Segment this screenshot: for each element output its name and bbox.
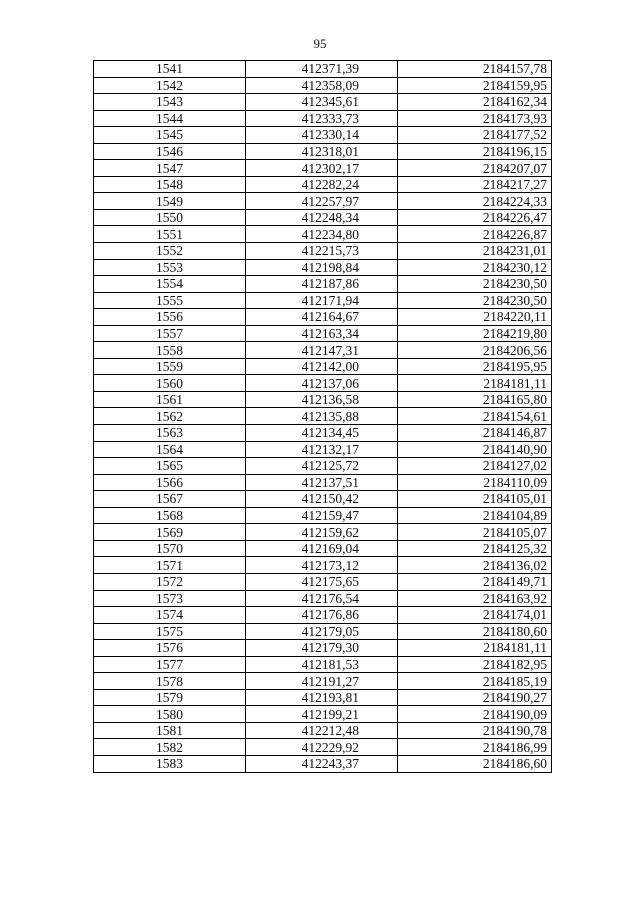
y-coordinate-cell: 2184217,27 xyxy=(398,176,552,193)
y-coordinate-cell: 2184154,61 xyxy=(398,408,552,425)
point-number-cell: 1570 xyxy=(94,540,246,557)
x-coordinate-cell: 412179,30 xyxy=(246,640,398,657)
x-coordinate-cell: 412215,73 xyxy=(246,243,398,260)
table-row xyxy=(94,673,552,690)
point-number-cell: 1542 xyxy=(94,77,246,94)
x-coordinate-cell: 412125,72 xyxy=(246,458,398,475)
x-coordinate-cell: 412132,17 xyxy=(246,441,398,458)
y-coordinate-cell: 2184177,52 xyxy=(398,127,552,144)
x-coordinate-cell: 412137,06 xyxy=(246,375,398,392)
x-coordinate-cell: 412257,97 xyxy=(246,193,398,210)
table-row xyxy=(94,573,552,590)
table-row xyxy=(94,590,552,607)
x-coordinate-cell: 412163,34 xyxy=(246,325,398,342)
table-row xyxy=(94,689,552,706)
point-number-cell: 1546 xyxy=(94,143,246,160)
x-coordinate-cell: 412345,61 xyxy=(246,94,398,111)
y-coordinate-cell: 2184173,93 xyxy=(398,110,552,127)
x-coordinate-cell: 412135,88 xyxy=(246,408,398,425)
table-row xyxy=(94,441,552,458)
y-coordinate-cell: 2184196,15 xyxy=(398,143,552,160)
y-coordinate-cell: 2184181,11 xyxy=(398,640,552,657)
x-coordinate-cell: 412179,05 xyxy=(246,623,398,640)
x-coordinate-cell: 412169,04 xyxy=(246,540,398,557)
point-number-cell: 1572 xyxy=(94,573,246,590)
x-coordinate-cell: 412176,54 xyxy=(246,590,398,607)
x-coordinate-cell: 412302,17 xyxy=(246,160,398,177)
table-row xyxy=(94,176,552,193)
x-coordinate-cell: 412147,31 xyxy=(246,342,398,359)
y-coordinate-cell: 2184186,60 xyxy=(398,755,552,772)
point-number-cell: 1558 xyxy=(94,342,246,359)
point-number-cell: 1565 xyxy=(94,458,246,475)
x-coordinate-cell: 412229,92 xyxy=(246,739,398,756)
point-number-cell: 1550 xyxy=(94,209,246,226)
table-row xyxy=(94,193,552,210)
x-coordinate-cell: 412198,84 xyxy=(246,259,398,276)
point-number-cell: 1564 xyxy=(94,441,246,458)
table-row xyxy=(94,557,552,574)
table-row xyxy=(94,474,552,491)
y-coordinate-cell: 2184110,09 xyxy=(398,474,552,491)
table-row xyxy=(94,524,552,541)
x-coordinate-cell: 412159,47 xyxy=(246,507,398,524)
y-coordinate-cell: 2184190,27 xyxy=(398,689,552,706)
y-coordinate-cell: 2184220,11 xyxy=(398,309,552,326)
y-coordinate-cell: 2184207,07 xyxy=(398,160,552,177)
table-row xyxy=(94,127,552,144)
y-coordinate-cell: 2184226,47 xyxy=(398,209,552,226)
y-coordinate-cell: 2184105,07 xyxy=(398,524,552,541)
point-number-cell: 1549 xyxy=(94,193,246,210)
y-coordinate-cell: 2184127,02 xyxy=(398,458,552,475)
table-row xyxy=(94,640,552,657)
table-row xyxy=(94,77,552,94)
table-row xyxy=(94,458,552,475)
x-coordinate-cell: 412134,45 xyxy=(246,425,398,442)
table-row xyxy=(94,722,552,739)
point-number-cell: 1581 xyxy=(94,722,246,739)
x-coordinate-cell: 412164,67 xyxy=(246,309,398,326)
point-number-cell: 1544 xyxy=(94,110,246,127)
table-row xyxy=(94,292,552,309)
table-row xyxy=(94,425,552,442)
point-number-cell: 1563 xyxy=(94,425,246,442)
y-coordinate-cell: 2184104,89 xyxy=(398,507,552,524)
table-row xyxy=(94,375,552,392)
y-coordinate-cell: 2184163,92 xyxy=(398,590,552,607)
point-number-cell: 1566 xyxy=(94,474,246,491)
y-coordinate-cell: 2184146,87 xyxy=(398,425,552,442)
table-row xyxy=(94,540,552,557)
point-number-cell: 1577 xyxy=(94,656,246,673)
table-row xyxy=(94,309,552,326)
table-row xyxy=(94,243,552,260)
y-coordinate-cell: 2184190,09 xyxy=(398,706,552,723)
point-number-cell: 1578 xyxy=(94,673,246,690)
point-number-cell: 1568 xyxy=(94,507,246,524)
x-coordinate-cell: 412137,51 xyxy=(246,474,398,491)
point-number-cell: 1579 xyxy=(94,689,246,706)
x-coordinate-cell: 412248,34 xyxy=(246,209,398,226)
y-coordinate-cell: 2184182,95 xyxy=(398,656,552,673)
page-number: 95 xyxy=(313,36,327,51)
x-coordinate-cell: 412176,86 xyxy=(246,607,398,624)
y-coordinate-cell: 2184157,78 xyxy=(398,61,552,78)
y-coordinate-cell: 2184125,32 xyxy=(398,540,552,557)
table-row xyxy=(94,160,552,177)
x-coordinate-cell: 412142,00 xyxy=(246,358,398,375)
y-coordinate-cell: 2184185,19 xyxy=(398,673,552,690)
y-coordinate-cell: 2184136,02 xyxy=(398,557,552,574)
table-row xyxy=(94,358,552,375)
x-coordinate-cell: 412243,37 xyxy=(246,755,398,772)
x-coordinate-cell: 412234,80 xyxy=(246,226,398,243)
table-row xyxy=(94,226,552,243)
y-coordinate-cell: 2184165,80 xyxy=(398,391,552,408)
x-coordinate-cell: 412187,86 xyxy=(246,276,398,293)
x-coordinate-cell: 412173,12 xyxy=(246,557,398,574)
point-number-cell: 1555 xyxy=(94,292,246,309)
y-coordinate-cell: 2184180,60 xyxy=(398,623,552,640)
table-row xyxy=(94,259,552,276)
table-row xyxy=(94,755,552,772)
table-row xyxy=(94,342,552,359)
table-row xyxy=(94,623,552,640)
y-coordinate-cell: 2184206,56 xyxy=(398,342,552,359)
point-number-cell: 1574 xyxy=(94,607,246,624)
table-row xyxy=(94,209,552,226)
table-row xyxy=(94,61,552,78)
y-coordinate-cell: 2184230,50 xyxy=(398,292,552,309)
x-coordinate-cell: 412371,39 xyxy=(246,61,398,78)
x-coordinate-cell: 412181,53 xyxy=(246,656,398,673)
x-coordinate-cell: 412193,81 xyxy=(246,689,398,706)
point-number-cell: 1567 xyxy=(94,491,246,508)
point-number-cell: 1569 xyxy=(94,524,246,541)
point-number-cell: 1575 xyxy=(94,623,246,640)
x-coordinate-cell: 412150,42 xyxy=(246,491,398,508)
point-number-cell: 1547 xyxy=(94,160,246,177)
x-coordinate-cell: 412171,94 xyxy=(246,292,398,309)
x-coordinate-cell: 412330,14 xyxy=(246,127,398,144)
point-number-cell: 1576 xyxy=(94,640,246,657)
point-number-cell: 1554 xyxy=(94,276,246,293)
point-number-cell: 1551 xyxy=(94,226,246,243)
table-row xyxy=(94,143,552,160)
coordinates-table xyxy=(93,60,552,773)
point-number-cell: 1560 xyxy=(94,375,246,392)
y-coordinate-cell: 2184226,87 xyxy=(398,226,552,243)
y-coordinate-cell: 2184162,34 xyxy=(398,94,552,111)
coordinates-table-body xyxy=(94,61,552,773)
table-row xyxy=(94,94,552,111)
table-row xyxy=(94,325,552,342)
x-coordinate-cell: 412191,27 xyxy=(246,673,398,690)
table-row xyxy=(94,706,552,723)
point-number-cell: 1552 xyxy=(94,243,246,260)
point-number-cell: 1545 xyxy=(94,127,246,144)
table-row xyxy=(94,408,552,425)
table-row xyxy=(94,739,552,756)
point-number-cell: 1556 xyxy=(94,309,246,326)
y-coordinate-cell: 2184186,99 xyxy=(398,739,552,756)
point-number-cell: 1559 xyxy=(94,358,246,375)
x-coordinate-cell: 412282,24 xyxy=(246,176,398,193)
y-coordinate-cell: 2184140,90 xyxy=(398,441,552,458)
table-row xyxy=(94,607,552,624)
x-coordinate-cell: 412333,73 xyxy=(246,110,398,127)
y-coordinate-cell: 2184195,95 xyxy=(398,358,552,375)
point-number-cell: 1562 xyxy=(94,408,246,425)
point-number-cell: 1553 xyxy=(94,259,246,276)
table-row xyxy=(94,110,552,127)
point-number-cell: 1573 xyxy=(94,590,246,607)
x-coordinate-cell: 412175,65 xyxy=(246,573,398,590)
y-coordinate-cell: 2184231,01 xyxy=(398,243,552,260)
y-coordinate-cell: 2184230,12 xyxy=(398,259,552,276)
point-number-cell: 1543 xyxy=(94,94,246,111)
y-coordinate-cell: 2184190,78 xyxy=(398,722,552,739)
x-coordinate-cell: 412199,21 xyxy=(246,706,398,723)
x-coordinate-cell: 412159,62 xyxy=(246,524,398,541)
table-row xyxy=(94,491,552,508)
y-coordinate-cell: 2184219,80 xyxy=(398,325,552,342)
point-number-cell: 1571 xyxy=(94,557,246,574)
y-coordinate-cell: 2184105,01 xyxy=(398,491,552,508)
x-coordinate-cell: 412136,58 xyxy=(246,391,398,408)
point-number-cell: 1557 xyxy=(94,325,246,342)
y-coordinate-cell: 2184181,11 xyxy=(398,375,552,392)
y-coordinate-cell: 2184174,01 xyxy=(398,607,552,624)
y-coordinate-cell: 2184230,50 xyxy=(398,276,552,293)
x-coordinate-cell: 412318,01 xyxy=(246,143,398,160)
point-number-cell: 1583 xyxy=(94,755,246,772)
y-coordinate-cell: 2184224,33 xyxy=(398,193,552,210)
x-coordinate-cell: 412212,48 xyxy=(246,722,398,739)
point-number-cell: 1548 xyxy=(94,176,246,193)
table-row xyxy=(94,656,552,673)
y-coordinate-cell: 2184149,71 xyxy=(398,573,552,590)
x-coordinate-cell: 412358,09 xyxy=(246,77,398,94)
point-number-cell: 1561 xyxy=(94,391,246,408)
point-number-cell: 1580 xyxy=(94,706,246,723)
y-coordinate-cell: 2184159,95 xyxy=(398,77,552,94)
point-number-cell: 1582 xyxy=(94,739,246,756)
table-row xyxy=(94,391,552,408)
table-row xyxy=(94,507,552,524)
point-number-cell: 1541 xyxy=(94,61,246,78)
table-row xyxy=(94,276,552,293)
